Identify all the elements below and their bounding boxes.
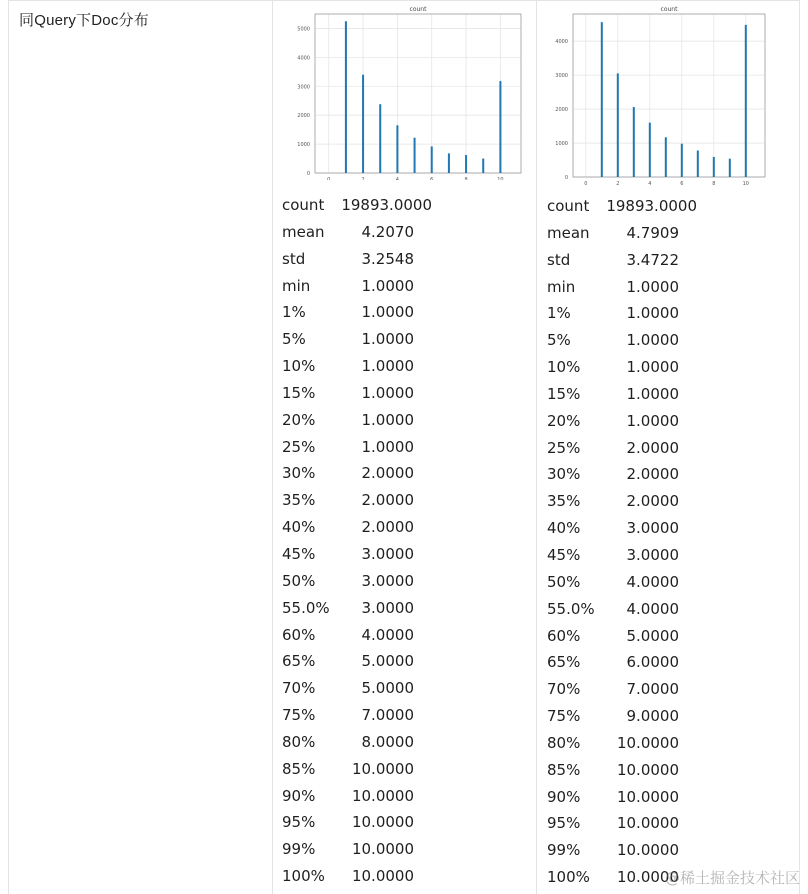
- stat-row: [547, 810, 797, 837]
- stat-key: count: [547, 197, 590, 215]
- stat-key: 80%: [282, 732, 316, 751]
- x-tick-label: 6: [430, 177, 434, 180]
- x-tick-label: 4: [648, 181, 652, 185]
- stat-row: [547, 327, 797, 354]
- stat-key: 5%: [547, 331, 571, 350]
- histogram-bar: [414, 138, 416, 173]
- stat-key: mean: [282, 222, 325, 241]
- stat-row: [282, 380, 532, 407]
- x-tick-label: 0: [584, 181, 588, 185]
- stat-key: 70%: [282, 679, 316, 698]
- row-label: 同Query下Doc分布: [19, 12, 149, 29]
- x-tick-label: 2: [616, 181, 620, 185]
- stat-row: [282, 407, 532, 434]
- histogram-bar: [729, 159, 731, 177]
- stat-row: [547, 542, 797, 569]
- histogram-bar: [697, 151, 699, 177]
- stat-value: 4.2070: [361, 222, 414, 241]
- stat-key: 10%: [282, 357, 316, 376]
- stat-row: [282, 836, 532, 863]
- histogram-left-svg: [279, 4, 529, 180]
- stat-value: 2.0000: [361, 491, 414, 510]
- stat-value: 3.0000: [361, 571, 414, 590]
- stat-key: 85%: [547, 760, 581, 779]
- stat-row: [547, 757, 797, 784]
- stat-row: [282, 783, 532, 810]
- stat-row: [547, 676, 797, 703]
- stat-key: 75%: [282, 706, 316, 725]
- x-tick-label: 10: [742, 181, 749, 185]
- stat-value: 10.0000: [616, 841, 679, 860]
- stat-value: 9.0000: [626, 707, 679, 726]
- stat-key: std: [547, 250, 571, 269]
- watermark: @稀土掘金技术社区: [664, 869, 800, 887]
- stat-value: 3.0000: [361, 544, 414, 563]
- stat-value: 10.0000: [351, 867, 414, 886]
- stat-key: 99%: [282, 840, 316, 859]
- stat-value: 3.4722: [626, 250, 679, 269]
- stat-row: [282, 809, 532, 836]
- histogram-bar: [379, 104, 381, 173]
- table-border-left: [8, 0, 9, 894]
- stat-value: 3.0000: [361, 598, 414, 617]
- stat-value: 10.0000: [351, 786, 414, 805]
- stat-key: 20%: [547, 411, 581, 430]
- stat-value: 10.0000: [616, 733, 679, 752]
- stat-value: 4.0000: [361, 625, 414, 644]
- table-border-top: [8, 0, 800, 1]
- stat-value: 4.0000: [626, 599, 679, 618]
- stat-row: [282, 729, 532, 756]
- x-tick-label: 8: [464, 177, 468, 180]
- stat-value: 19893.0000: [341, 196, 432, 214]
- stat-row: [547, 488, 797, 515]
- y-tick-label: 0: [306, 171, 310, 177]
- histogram-right-svg: [543, 4, 775, 185]
- histogram-right: [543, 4, 775, 185]
- y-tick-label: 3000: [555, 73, 568, 80]
- x-tick-label: 8: [712, 181, 716, 185]
- stat-key: 40%: [547, 519, 581, 538]
- x-tick-label: 4: [395, 177, 399, 180]
- histogram-bar: [465, 155, 467, 173]
- table-border-right: [799, 0, 800, 894]
- stat-key: 80%: [547, 733, 581, 752]
- stat-key: 95%: [282, 813, 316, 832]
- stat-row: [547, 381, 797, 408]
- stat-key: 100%: [282, 867, 325, 886]
- stat-value: 10.0000: [351, 840, 414, 859]
- histogram-bar: [713, 157, 715, 177]
- stat-row: [547, 193, 797, 220]
- chart-title: count: [660, 6, 678, 13]
- stat-value: 19893.0000: [606, 197, 697, 215]
- x-tick-label: 10: [497, 177, 504, 180]
- stat-row: [547, 247, 797, 274]
- stat-value: 1.0000: [626, 411, 679, 430]
- stat-key: 65%: [547, 653, 581, 672]
- stat-row: [282, 863, 532, 890]
- stat-value: 3.0000: [626, 545, 679, 564]
- stat-row: [547, 435, 797, 462]
- histogram-left: [279, 4, 529, 180]
- stat-value: 1.0000: [361, 383, 414, 402]
- stat-key: 30%: [547, 465, 581, 484]
- stat-key: 25%: [547, 438, 581, 457]
- y-tick-label: 1000: [555, 141, 568, 148]
- stat-key: 10%: [547, 358, 581, 377]
- stat-row: [282, 541, 532, 568]
- stat-row: [547, 837, 797, 864]
- table-divider-2: [536, 0, 537, 894]
- histogram-bar: [601, 22, 603, 177]
- stat-value: 2.0000: [626, 465, 679, 484]
- stat-row: [282, 273, 532, 300]
- stat-value: 6.0000: [626, 653, 679, 672]
- stat-key: 45%: [282, 544, 316, 563]
- histogram-bar: [448, 153, 450, 173]
- stat-value: 5.0000: [626, 626, 679, 645]
- stat-key: 40%: [282, 518, 316, 537]
- stat-key: 50%: [282, 571, 316, 590]
- stat-key: 60%: [282, 625, 316, 644]
- stat-key: 20%: [282, 410, 316, 429]
- stat-row: [547, 703, 797, 730]
- stat-key: 15%: [282, 383, 316, 402]
- stat-value: 1.0000: [361, 410, 414, 429]
- stat-row: [282, 756, 532, 783]
- stat-key: 35%: [547, 492, 581, 511]
- stat-value: 4.0000: [626, 572, 679, 591]
- stat-value: 1.0000: [361, 303, 414, 322]
- stat-key: 70%: [547, 680, 581, 699]
- stat-row: [282, 622, 532, 649]
- stat-key: count: [282, 196, 325, 214]
- stat-value: 4.7909: [626, 223, 679, 242]
- stat-row: [282, 326, 532, 353]
- stats-left: [282, 192, 532, 890]
- stat-row: [282, 675, 532, 702]
- stat-row: [547, 623, 797, 650]
- stat-key: 45%: [547, 545, 581, 564]
- stat-value: 1.0000: [626, 358, 679, 377]
- y-tick-label: 1000: [297, 142, 310, 149]
- x-tick-label: 0: [327, 177, 331, 180]
- stat-row: [547, 461, 797, 488]
- y-tick-label: 4000: [555, 39, 568, 46]
- stat-row: [282, 568, 532, 595]
- stat-row: [282, 219, 532, 246]
- stat-key: 60%: [547, 626, 581, 645]
- stat-key: 35%: [282, 491, 316, 510]
- stat-value: 2.0000: [626, 438, 679, 457]
- stat-value: 8.0000: [361, 732, 414, 751]
- y-tick-label: 2000: [555, 107, 568, 114]
- stat-row: [547, 596, 797, 623]
- stat-key: 90%: [282, 786, 316, 805]
- x-tick-label: 6: [680, 181, 684, 185]
- histogram-bar: [431, 146, 433, 173]
- y-tick-label: 0: [564, 175, 568, 181]
- table-divider-1: [272, 0, 273, 894]
- stat-value: 10.0000: [616, 787, 679, 806]
- stat-key: 75%: [547, 707, 581, 726]
- stat-value: 2.0000: [361, 518, 414, 537]
- stat-key: 1%: [282, 303, 306, 322]
- histogram-bar: [396, 125, 398, 173]
- stat-row: [282, 648, 532, 675]
- histogram-bar: [482, 159, 484, 173]
- stat-row: [547, 274, 797, 301]
- stat-value: 3.2548: [361, 249, 414, 268]
- stat-value: 10.0000: [351, 759, 414, 778]
- stats-right: [547, 193, 797, 891]
- stat-row: [547, 569, 797, 596]
- stat-row: [547, 354, 797, 381]
- stat-value: 1.0000: [361, 437, 414, 456]
- stat-row: [282, 434, 532, 461]
- histogram-bar: [665, 137, 667, 177]
- stat-value: 1.0000: [361, 357, 414, 376]
- stat-row: [282, 514, 532, 541]
- stat-row: [547, 784, 797, 811]
- stat-row: [547, 515, 797, 542]
- stat-row: [282, 595, 532, 622]
- y-tick-label: 3000: [297, 84, 310, 91]
- histogram-bar: [362, 75, 364, 173]
- stat-key: min: [547, 277, 576, 296]
- stat-value: 1.0000: [626, 384, 679, 403]
- stat-key: 90%: [547, 787, 581, 806]
- stat-value: 5.0000: [361, 652, 414, 671]
- stat-key: 65%: [282, 652, 316, 671]
- stat-value: 10.0000: [616, 814, 679, 833]
- stat-key: 50%: [547, 572, 581, 591]
- stat-row: [282, 353, 532, 380]
- stat-key: 99%: [547, 841, 581, 860]
- stat-key: 30%: [282, 464, 316, 483]
- stat-value: 10.0000: [351, 813, 414, 832]
- stat-value: 2.0000: [361, 464, 414, 483]
- stat-key: 95%: [547, 814, 581, 833]
- histogram-bar: [681, 144, 683, 177]
- stat-value: 1.0000: [626, 277, 679, 296]
- stat-row: [282, 487, 532, 514]
- stat-row: [547, 300, 797, 327]
- stat-row: [547, 220, 797, 247]
- stat-row: [282, 702, 532, 729]
- stat-row: [547, 649, 797, 676]
- x-tick-label: 2: [361, 177, 365, 180]
- y-tick-label: 4000: [297, 55, 310, 62]
- stat-key: 15%: [547, 384, 581, 403]
- stat-value: 5.0000: [361, 679, 414, 698]
- stat-value: 1.0000: [626, 331, 679, 350]
- stat-row: [282, 246, 532, 273]
- stat-key: 55.0%: [282, 598, 330, 617]
- stat-value: 1.0000: [361, 330, 414, 349]
- stat-key: min: [282, 276, 311, 295]
- stat-key: 100%: [547, 868, 590, 887]
- stat-value: 1.0000: [626, 304, 679, 323]
- chart-title: count: [409, 6, 427, 13]
- histogram-bar: [633, 107, 635, 177]
- stat-value: 10.0000: [616, 868, 679, 887]
- stat-row: [547, 408, 797, 435]
- stat-value: 2.0000: [626, 492, 679, 511]
- stat-key: 85%: [282, 759, 316, 778]
- y-tick-label: 2000: [297, 113, 310, 120]
- stat-value: 3.0000: [626, 519, 679, 538]
- stat-row: [282, 299, 532, 326]
- stat-key: 5%: [282, 330, 306, 349]
- stat-key: mean: [547, 223, 590, 242]
- histogram-bar: [617, 73, 619, 177]
- stat-key: 55.0%: [547, 599, 595, 618]
- histogram-bar: [345, 21, 347, 173]
- y-tick-label: 5000: [297, 26, 310, 33]
- stat-value: 1.0000: [361, 276, 414, 295]
- stat-value: 7.0000: [361, 706, 414, 725]
- stat-value: 7.0000: [626, 680, 679, 699]
- histogram-bar: [649, 123, 651, 177]
- stat-row: [282, 192, 532, 219]
- stat-key: std: [282, 249, 306, 268]
- stat-key: 1%: [547, 304, 571, 323]
- stat-value: 10.0000: [616, 760, 679, 779]
- stat-row: [282, 460, 532, 487]
- stat-row: [547, 730, 797, 757]
- stat-key: 25%: [282, 437, 316, 456]
- histogram-bar: [745, 25, 747, 177]
- histogram-bar: [499, 81, 501, 173]
